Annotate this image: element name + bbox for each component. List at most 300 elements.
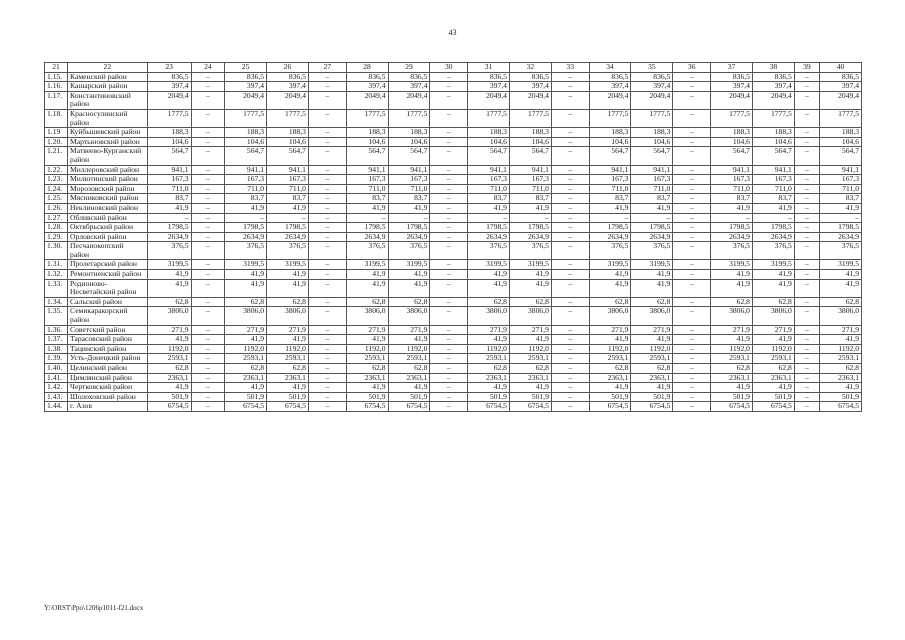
value-cell: 711,0 bbox=[711, 184, 753, 194]
dash-cell: – bbox=[430, 307, 468, 325]
value-cell: 167,3 bbox=[752, 175, 794, 185]
value-cell: 2634,9 bbox=[346, 232, 388, 242]
value-cell: 3199,5 bbox=[267, 260, 309, 270]
value-cell: 62,8 bbox=[589, 297, 631, 307]
dash-cell: – bbox=[430, 242, 468, 260]
dash-cell: – bbox=[191, 203, 225, 213]
data-table bbox=[44, 62, 862, 412]
value-cell: 3806,0 bbox=[225, 307, 267, 325]
dash-cell: – bbox=[551, 354, 589, 364]
row-number-cell: 1.43. bbox=[45, 392, 68, 402]
table-row bbox=[45, 175, 862, 185]
dash-cell: – bbox=[430, 184, 468, 194]
row-number-cell: 1.16. bbox=[45, 82, 68, 92]
value-cell: 3806,0 bbox=[509, 307, 551, 325]
dash-cell: – bbox=[673, 325, 711, 335]
value-cell: 41,9 bbox=[752, 279, 794, 297]
dash-cell: – bbox=[551, 260, 589, 270]
value-cell: 397,4 bbox=[589, 82, 631, 92]
table-row bbox=[45, 91, 862, 109]
page-number: 43 bbox=[448, 28, 457, 37]
dash-cell: – bbox=[308, 72, 346, 82]
dash-cell: – bbox=[673, 392, 711, 402]
value-cell: 167,3 bbox=[147, 175, 191, 185]
dash-cell: – bbox=[794, 335, 819, 345]
value-cell: 62,8 bbox=[225, 297, 267, 307]
value-cell: 1798,5 bbox=[631, 223, 673, 233]
value-cell: 376,5 bbox=[267, 242, 309, 260]
district-name-cell: Константиновский район bbox=[68, 91, 148, 109]
dash-cell: – bbox=[430, 147, 468, 165]
value-cell: 62,8 bbox=[147, 297, 191, 307]
value-cell: 1798,5 bbox=[388, 223, 430, 233]
value-cell: 188,3 bbox=[819, 128, 861, 138]
dash-cell: – bbox=[673, 335, 711, 345]
value-cell: 836,5 bbox=[509, 72, 551, 82]
dash-cell: – bbox=[308, 165, 346, 175]
dash-cell: – bbox=[794, 325, 819, 335]
row-number-cell: 1.37. bbox=[45, 335, 68, 345]
value-cell: 397,4 bbox=[225, 82, 267, 92]
column-number-header: 32 bbox=[509, 63, 551, 73]
value-cell: 83,7 bbox=[388, 194, 430, 204]
value-cell: 1192,0 bbox=[147, 344, 191, 354]
dash-cell: – bbox=[430, 402, 468, 412]
value-cell: 62,8 bbox=[346, 364, 388, 374]
value-cell: 711,0 bbox=[346, 184, 388, 194]
dash-cell: – bbox=[191, 392, 225, 402]
value-cell: 104,6 bbox=[267, 137, 309, 147]
value-cell: 3199,5 bbox=[468, 260, 510, 270]
dash-cell: – bbox=[794, 297, 819, 307]
value-cell: 41,9 bbox=[346, 335, 388, 345]
value-cell: 1798,5 bbox=[346, 223, 388, 233]
dash-cell: – bbox=[551, 147, 589, 165]
value-cell: 41,9 bbox=[509, 383, 551, 393]
value-cell: 41,9 bbox=[147, 279, 191, 297]
dash-cell: – bbox=[430, 82, 468, 92]
dash-cell: – bbox=[794, 232, 819, 242]
value-cell: 2049,4 bbox=[225, 91, 267, 109]
district-name-cell: Целинский район bbox=[68, 364, 148, 374]
value-cell: 271,9 bbox=[711, 325, 753, 335]
value-cell: 188,3 bbox=[631, 128, 673, 138]
value-cell: 3806,0 bbox=[346, 307, 388, 325]
value-cell: 41,9 bbox=[147, 270, 191, 280]
value-cell: 1798,5 bbox=[267, 223, 309, 233]
dash-cell: – bbox=[191, 213, 225, 223]
value-cell: 41,9 bbox=[631, 203, 673, 213]
value-cell: 1798,5 bbox=[711, 223, 753, 233]
value-cell: 1777,5 bbox=[147, 109, 191, 127]
dash-cell: – bbox=[794, 373, 819, 383]
value-cell: 2593,1 bbox=[388, 354, 430, 364]
value-cell: 167,3 bbox=[346, 175, 388, 185]
table-row bbox=[45, 335, 862, 345]
value-cell: 941,1 bbox=[267, 165, 309, 175]
value-cell: 83,7 bbox=[752, 194, 794, 204]
dash-cell: – bbox=[794, 223, 819, 233]
dash-cell: – bbox=[551, 364, 589, 374]
value-cell: 2634,9 bbox=[267, 232, 309, 242]
row-number-cell: 1.23. bbox=[45, 175, 68, 185]
row-number-cell: 1.35. bbox=[45, 307, 68, 325]
column-number-header: 38 bbox=[752, 63, 794, 73]
table-header-row bbox=[45, 63, 862, 73]
dash-cell: – bbox=[191, 82, 225, 92]
table-row bbox=[45, 373, 862, 383]
value-cell: 564,7 bbox=[589, 147, 631, 165]
dash-cell: – bbox=[308, 279, 346, 297]
value-cell: 2049,4 bbox=[631, 91, 673, 109]
value-cell: 397,4 bbox=[509, 82, 551, 92]
value-cell: 2634,9 bbox=[589, 232, 631, 242]
value-cell: 41,9 bbox=[225, 383, 267, 393]
value-cell: 941,1 bbox=[589, 165, 631, 175]
dash-cell: – bbox=[551, 223, 589, 233]
value-cell: 41,9 bbox=[225, 279, 267, 297]
value-cell: – bbox=[388, 213, 430, 223]
column-number-header: 27 bbox=[308, 63, 346, 73]
value-cell: 1192,0 bbox=[509, 344, 551, 354]
value-cell: 711,0 bbox=[631, 184, 673, 194]
value-cell: 41,9 bbox=[147, 335, 191, 345]
value-cell: 6754,5 bbox=[346, 402, 388, 412]
value-cell: 104,6 bbox=[468, 137, 510, 147]
dash-cell: – bbox=[308, 232, 346, 242]
district-name-cell: Октябрьский район bbox=[68, 223, 148, 233]
dash-cell: – bbox=[191, 260, 225, 270]
value-cell: 2363,1 bbox=[147, 373, 191, 383]
row-number-cell: 1.26. bbox=[45, 203, 68, 213]
value-cell: 3199,5 bbox=[711, 260, 753, 270]
district-name-cell: Матвеево-Курганский район bbox=[68, 147, 148, 165]
dash-cell: – bbox=[191, 373, 225, 383]
value-cell: 188,3 bbox=[509, 128, 551, 138]
value-cell: 1777,5 bbox=[509, 109, 551, 127]
value-cell: 62,8 bbox=[711, 297, 753, 307]
value-cell: 62,8 bbox=[267, 297, 309, 307]
district-name-cell: Шолоховский район bbox=[68, 392, 148, 402]
dash-cell: – bbox=[673, 402, 711, 412]
value-cell: 397,4 bbox=[346, 82, 388, 92]
dash-cell: – bbox=[430, 109, 468, 127]
dash-cell: – bbox=[551, 232, 589, 242]
value-cell: 41,9 bbox=[509, 335, 551, 345]
value-cell: 2363,1 bbox=[589, 373, 631, 383]
value-cell: 6754,5 bbox=[589, 402, 631, 412]
row-number-cell: 1.41. bbox=[45, 373, 68, 383]
dash-cell: – bbox=[794, 184, 819, 194]
value-cell: 2049,4 bbox=[346, 91, 388, 109]
value-cell: 6754,5 bbox=[225, 402, 267, 412]
dash-cell: – bbox=[308, 325, 346, 335]
value-cell: 41,9 bbox=[589, 203, 631, 213]
dash-cell: – bbox=[308, 175, 346, 185]
dash-cell: – bbox=[794, 402, 819, 412]
value-cell: 62,8 bbox=[147, 364, 191, 374]
value-cell: 711,0 bbox=[589, 184, 631, 194]
value-cell: 6754,5 bbox=[267, 402, 309, 412]
table-row bbox=[45, 203, 862, 213]
value-cell: 3806,0 bbox=[819, 307, 861, 325]
value-cell: 83,7 bbox=[346, 194, 388, 204]
value-cell: 41,9 bbox=[711, 270, 753, 280]
dash-cell: – bbox=[430, 91, 468, 109]
value-cell: 167,3 bbox=[468, 175, 510, 185]
value-cell: 2593,1 bbox=[468, 354, 510, 364]
value-cell: 564,7 bbox=[388, 147, 430, 165]
value-cell: 711,0 bbox=[267, 184, 309, 194]
dash-cell: – bbox=[308, 137, 346, 147]
value-cell: – bbox=[509, 213, 551, 223]
dash-cell: – bbox=[191, 297, 225, 307]
dash-cell: – bbox=[673, 232, 711, 242]
dash-cell: – bbox=[551, 165, 589, 175]
row-number-cell: 1.21. bbox=[45, 147, 68, 165]
dash-cell: – bbox=[430, 364, 468, 374]
value-cell: 167,3 bbox=[631, 175, 673, 185]
value-cell: 62,8 bbox=[468, 297, 510, 307]
dash-cell: – bbox=[673, 82, 711, 92]
dash-cell: – bbox=[191, 72, 225, 82]
dash-cell: – bbox=[430, 223, 468, 233]
value-cell: 41,9 bbox=[631, 383, 673, 393]
table-row bbox=[45, 72, 862, 82]
dash-cell: – bbox=[794, 354, 819, 364]
dash-cell: – bbox=[673, 72, 711, 82]
value-cell: 62,8 bbox=[752, 364, 794, 374]
dash-cell: – bbox=[308, 344, 346, 354]
value-cell: 2634,9 bbox=[631, 232, 673, 242]
value-cell: 2363,1 bbox=[752, 373, 794, 383]
value-cell: 41,9 bbox=[589, 279, 631, 297]
value-cell: 2363,1 bbox=[819, 373, 861, 383]
value-cell: 41,9 bbox=[819, 270, 861, 280]
table-row bbox=[45, 232, 862, 242]
dash-cell: – bbox=[430, 325, 468, 335]
value-cell: 3199,5 bbox=[225, 260, 267, 270]
dash-cell: – bbox=[430, 354, 468, 364]
district-name-cell: Мартыновский район bbox=[68, 137, 148, 147]
value-cell: 376,5 bbox=[346, 242, 388, 260]
value-cell: 6754,5 bbox=[752, 402, 794, 412]
value-cell: 41,9 bbox=[589, 335, 631, 345]
dash-cell: – bbox=[191, 184, 225, 194]
value-cell: 104,6 bbox=[346, 137, 388, 147]
value-cell: 2049,4 bbox=[468, 91, 510, 109]
dash-cell: – bbox=[794, 307, 819, 325]
value-cell: 41,9 bbox=[225, 203, 267, 213]
value-cell: 3199,5 bbox=[147, 260, 191, 270]
value-cell: 1798,5 bbox=[509, 223, 551, 233]
value-cell: 3806,0 bbox=[589, 307, 631, 325]
dash-cell: – bbox=[430, 335, 468, 345]
dash-cell: – bbox=[308, 242, 346, 260]
value-cell: 2049,4 bbox=[388, 91, 430, 109]
value-cell: 2049,4 bbox=[752, 91, 794, 109]
value-cell: 271,9 bbox=[147, 325, 191, 335]
value-cell: 41,9 bbox=[468, 203, 510, 213]
dash-cell: – bbox=[191, 165, 225, 175]
dash-cell: – bbox=[794, 137, 819, 147]
row-number-cell: 1.33. bbox=[45, 279, 68, 297]
value-cell: 1192,0 bbox=[346, 344, 388, 354]
dash-cell: – bbox=[551, 91, 589, 109]
value-cell: 41,9 bbox=[225, 335, 267, 345]
value-cell: 41,9 bbox=[509, 270, 551, 280]
value-cell: 41,9 bbox=[468, 383, 510, 393]
table-row bbox=[45, 223, 862, 233]
row-number-cell: 1.20. bbox=[45, 137, 68, 147]
value-cell: 501,9 bbox=[631, 392, 673, 402]
row-number-cell: 1.22. bbox=[45, 165, 68, 175]
value-cell: 376,5 bbox=[509, 242, 551, 260]
value-cell: 41,9 bbox=[752, 335, 794, 345]
dash-cell: – bbox=[308, 109, 346, 127]
value-cell: 2593,1 bbox=[631, 354, 673, 364]
column-number-header: 26 bbox=[267, 63, 309, 73]
value-cell: 1777,5 bbox=[388, 109, 430, 127]
dash-cell: – bbox=[673, 128, 711, 138]
table-row bbox=[45, 184, 862, 194]
value-cell: 167,3 bbox=[267, 175, 309, 185]
table-row bbox=[45, 344, 862, 354]
dash-cell: – bbox=[673, 270, 711, 280]
value-cell: 41,9 bbox=[147, 383, 191, 393]
row-number-cell: 1.19 bbox=[45, 128, 68, 138]
value-cell: 3806,0 bbox=[752, 307, 794, 325]
value-cell: 564,7 bbox=[468, 147, 510, 165]
dash-cell: – bbox=[551, 402, 589, 412]
value-cell: 62,8 bbox=[509, 297, 551, 307]
value-cell: 167,3 bbox=[225, 175, 267, 185]
value-cell: – bbox=[225, 213, 267, 223]
dash-cell: – bbox=[551, 184, 589, 194]
value-cell: 188,3 bbox=[225, 128, 267, 138]
value-cell: 941,1 bbox=[225, 165, 267, 175]
dash-cell: – bbox=[794, 175, 819, 185]
table-row bbox=[45, 354, 862, 364]
value-cell: 1777,5 bbox=[468, 109, 510, 127]
district-name-cell: Морозовский район bbox=[68, 184, 148, 194]
value-cell: 2363,1 bbox=[388, 373, 430, 383]
dash-cell: – bbox=[794, 203, 819, 213]
value-cell: 564,7 bbox=[711, 147, 753, 165]
district-name-cell: Каменский район bbox=[68, 72, 148, 82]
district-name-cell: Милютинский район bbox=[68, 175, 148, 185]
dash-cell: – bbox=[551, 72, 589, 82]
dash-cell: – bbox=[673, 223, 711, 233]
column-number-header: 31 bbox=[468, 63, 510, 73]
dash-cell: – bbox=[430, 383, 468, 393]
value-cell: 2049,4 bbox=[147, 91, 191, 109]
value-cell: 501,9 bbox=[388, 392, 430, 402]
value-cell: 41,9 bbox=[752, 270, 794, 280]
dash-cell: – bbox=[794, 128, 819, 138]
value-cell: 376,5 bbox=[225, 242, 267, 260]
row-number-cell: 1.36. bbox=[45, 325, 68, 335]
value-cell: 711,0 bbox=[468, 184, 510, 194]
dash-cell: – bbox=[673, 91, 711, 109]
dash-cell: – bbox=[191, 402, 225, 412]
value-cell: 941,1 bbox=[346, 165, 388, 175]
dash-cell: – bbox=[191, 325, 225, 335]
dash-cell: – bbox=[551, 383, 589, 393]
value-cell: 41,9 bbox=[509, 279, 551, 297]
value-cell: 1192,0 bbox=[819, 344, 861, 354]
row-number-cell: 1.39. bbox=[45, 354, 68, 364]
value-cell: 3199,5 bbox=[752, 260, 794, 270]
value-cell: 376,5 bbox=[388, 242, 430, 260]
dash-cell: – bbox=[794, 72, 819, 82]
value-cell: 564,7 bbox=[346, 147, 388, 165]
value-cell: 1777,5 bbox=[711, 109, 753, 127]
dash-cell: – bbox=[551, 203, 589, 213]
value-cell: 941,1 bbox=[631, 165, 673, 175]
dash-cell: – bbox=[191, 383, 225, 393]
value-cell: 41,9 bbox=[388, 203, 430, 213]
district-name-cell: Тацинский район bbox=[68, 344, 148, 354]
value-cell: 188,3 bbox=[752, 128, 794, 138]
column-number-header: 23 bbox=[147, 63, 191, 73]
value-cell: 104,6 bbox=[509, 137, 551, 147]
value-cell: 41,9 bbox=[346, 270, 388, 280]
value-cell: 3806,0 bbox=[267, 307, 309, 325]
value-cell: 836,5 bbox=[589, 72, 631, 82]
value-cell: 271,9 bbox=[267, 325, 309, 335]
column-number-header: 34 bbox=[589, 63, 631, 73]
value-cell: – bbox=[631, 213, 673, 223]
value-cell: 188,3 bbox=[589, 128, 631, 138]
district-name-cell: Пролетарский район bbox=[68, 260, 148, 270]
value-cell: – bbox=[711, 213, 753, 223]
value-cell: 3199,5 bbox=[589, 260, 631, 270]
dash-cell: – bbox=[673, 260, 711, 270]
value-cell: 836,5 bbox=[388, 72, 430, 82]
district-name-cell: Родионово-Несветайский район bbox=[68, 279, 148, 297]
value-cell: 83,7 bbox=[509, 194, 551, 204]
value-cell: 501,9 bbox=[509, 392, 551, 402]
value-cell: 836,5 bbox=[819, 72, 861, 82]
value-cell: 62,8 bbox=[631, 364, 673, 374]
dash-cell: – bbox=[430, 297, 468, 307]
value-cell: 836,5 bbox=[267, 72, 309, 82]
dash-cell: – bbox=[673, 109, 711, 127]
value-cell: 62,8 bbox=[388, 297, 430, 307]
value-cell: 2049,4 bbox=[711, 91, 753, 109]
value-cell: 376,5 bbox=[468, 242, 510, 260]
dash-cell: – bbox=[430, 344, 468, 354]
value-cell: 2593,1 bbox=[267, 354, 309, 364]
value-cell: 2049,4 bbox=[267, 91, 309, 109]
dash-cell: – bbox=[308, 297, 346, 307]
value-cell: 41,9 bbox=[589, 270, 631, 280]
district-name-cell: Миллеровский район bbox=[68, 165, 148, 175]
dash-cell: – bbox=[551, 194, 589, 204]
value-cell: 1777,5 bbox=[819, 109, 861, 127]
value-cell: 501,9 bbox=[711, 392, 753, 402]
value-cell: 6754,5 bbox=[819, 402, 861, 412]
value-cell: 1777,5 bbox=[267, 109, 309, 127]
column-number-header: 33 bbox=[551, 63, 589, 73]
value-cell: 376,5 bbox=[711, 242, 753, 260]
value-cell: 104,6 bbox=[752, 137, 794, 147]
dash-cell: – bbox=[191, 91, 225, 109]
value-cell: 2634,9 bbox=[225, 232, 267, 242]
value-cell: 41,9 bbox=[509, 203, 551, 213]
dash-cell: – bbox=[551, 82, 589, 92]
